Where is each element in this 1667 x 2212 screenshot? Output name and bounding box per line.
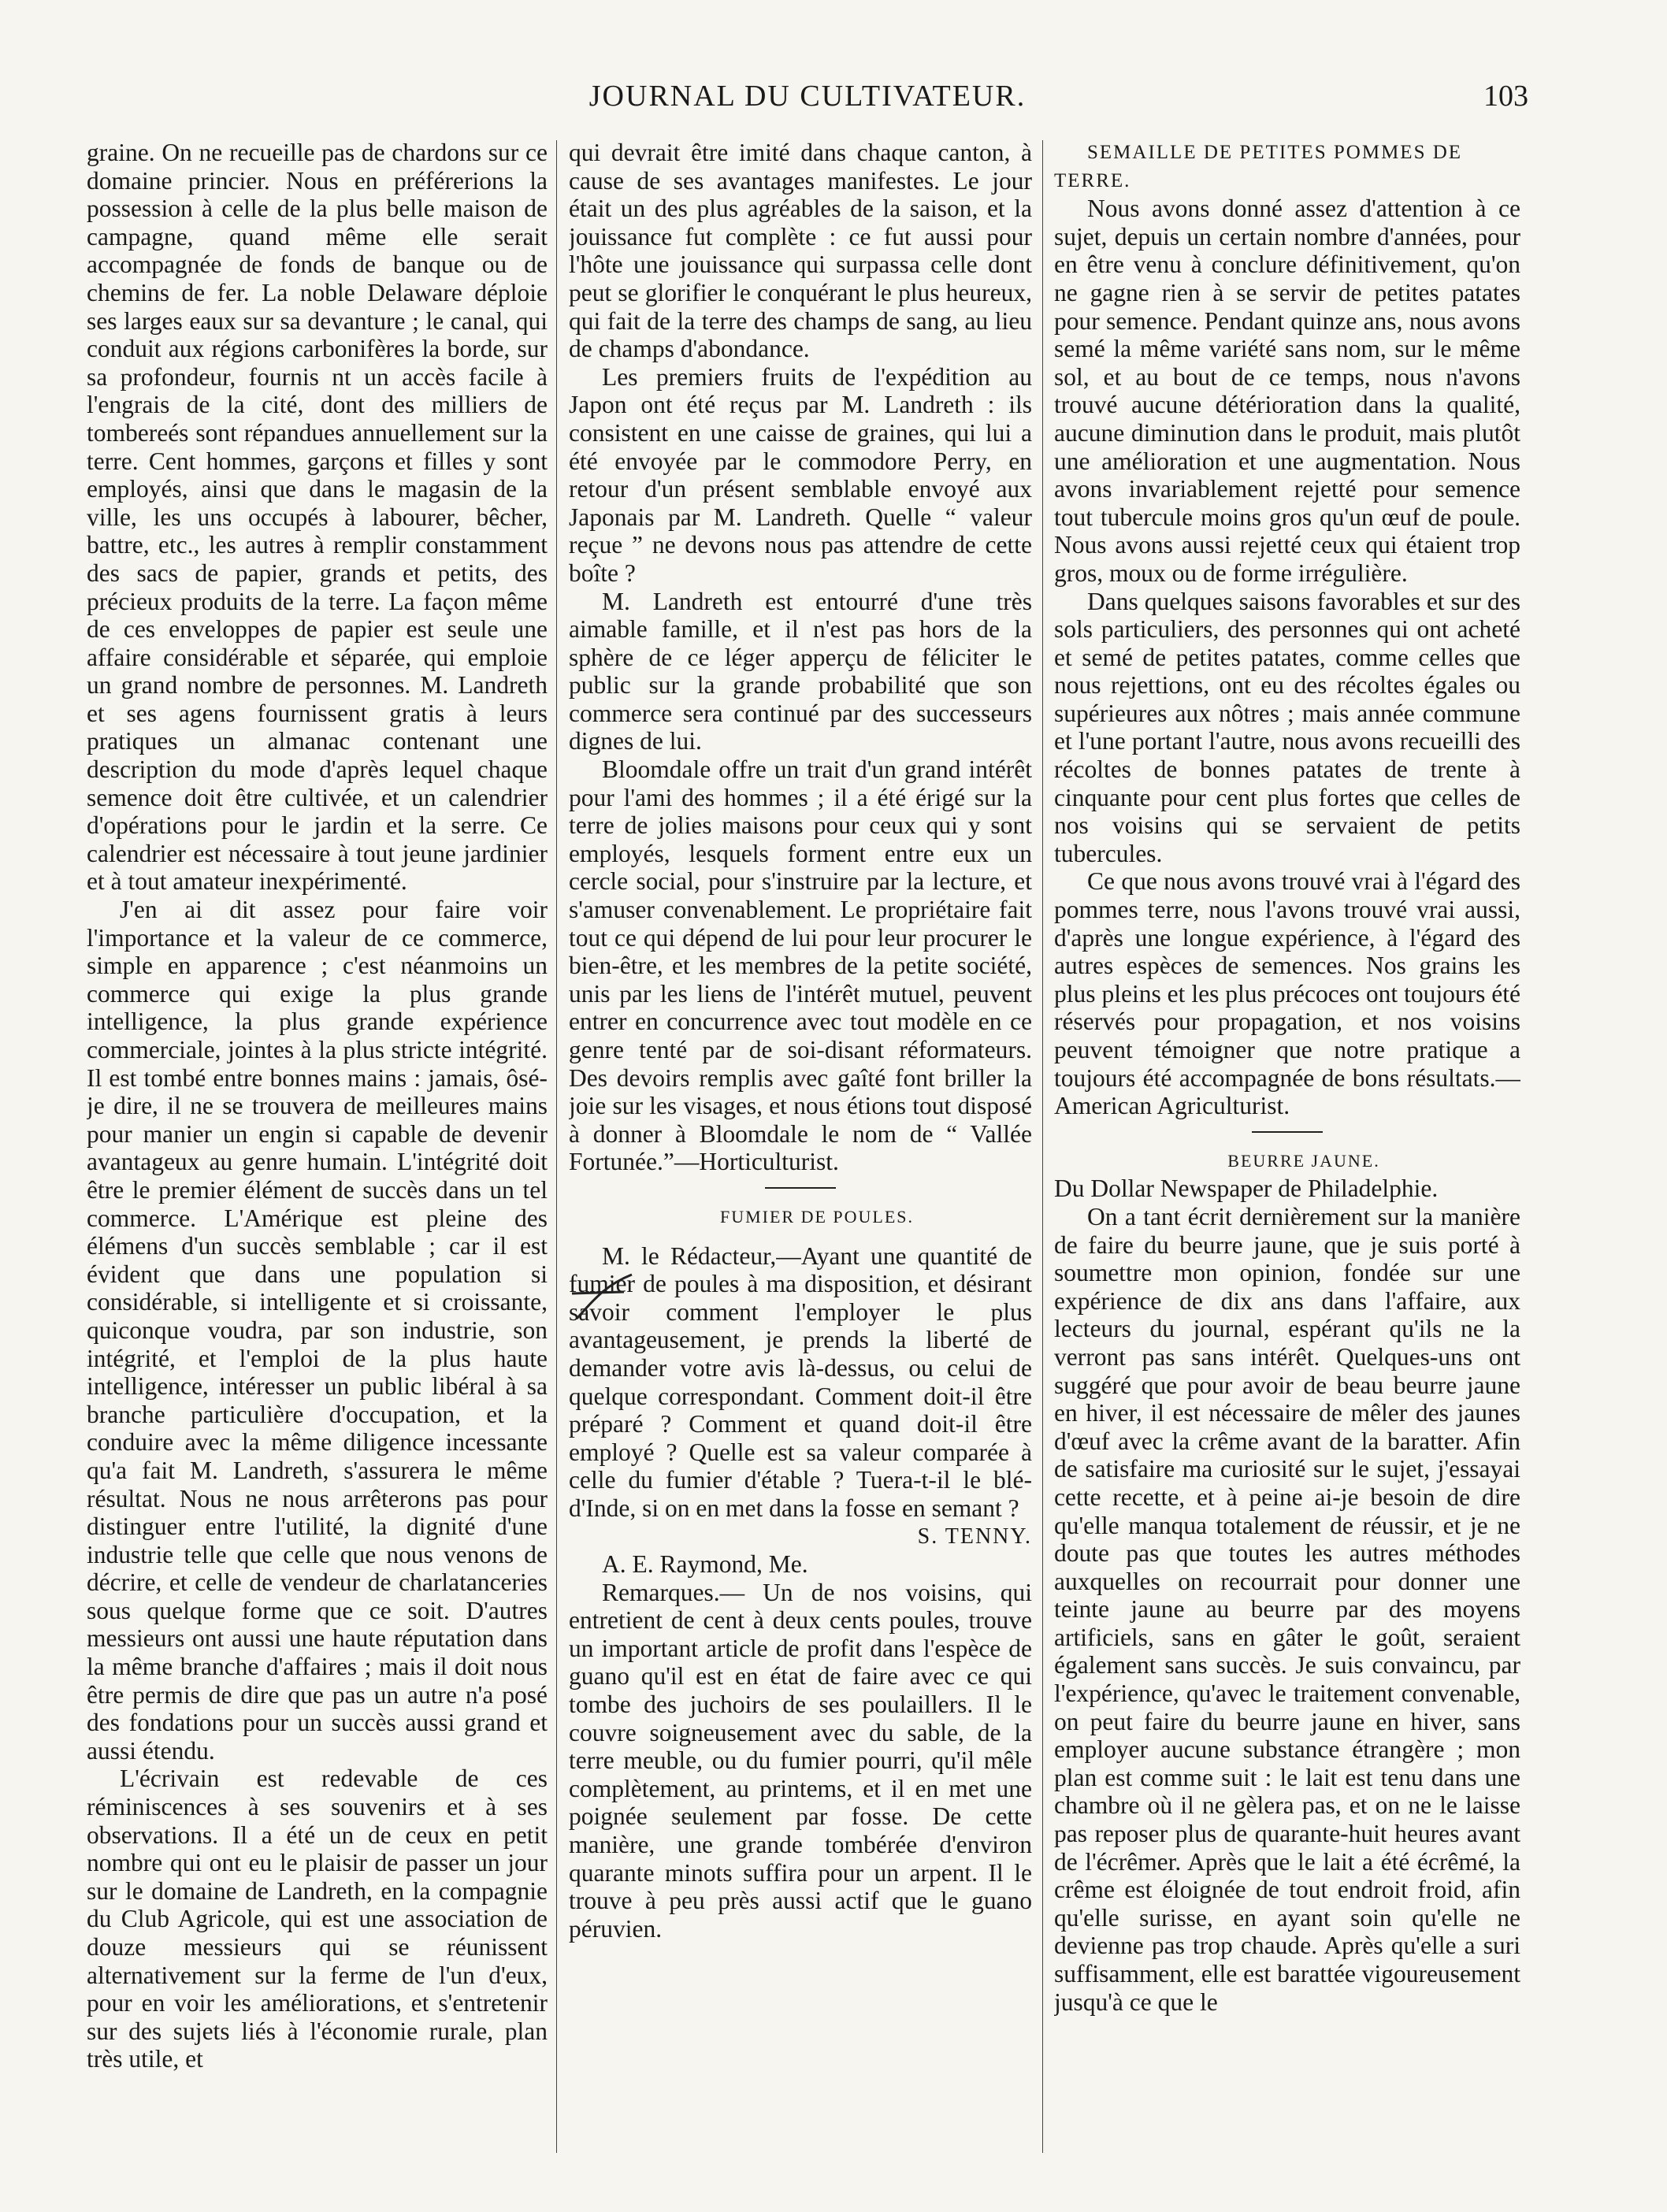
section-title-semaille: SEMAILLE DE PETITES POMMES DE TERRE.	[1054, 142, 1463, 191]
paragraph: Remarques.— Un de nos voisins, qui entretient de cent à deux cents poules, trouve un important article de profit dans l'espèce de guano qu'il est en état de faire avec ce qui tombe des juchoirs de ses poulaillers. Il le couvre soigneusement avec du sable, de la terre meuble, ou du fumier pourri, qu'il mêle complètement, au printems, et il en met une poignée seulement par fosse. De cette manière, une grande tombérée d'environ quarante minots suffira pour un arpent. Il le trouve à peu près aussi actif que le guano péruvien.	[569, 1578, 1032, 1943]
paragraph: Bloomdale offre un trait d'un grand intérêt pour l'ami des hommes ; il a été érigé sur la terre de jolies maisons pour ceux qui y sont employés, lesquels forment entre eux un cercle social, pour s'instruire par la lecture, et s'amuser convenablement. Le propriétaire fait tout ce qui dépend de lui pour leur procurer le bien-être, et les membres de la petite société, unis par les liens de l'intérêt mutuel, peuvent entrer en concurrence avec tout modèle en ce genre tenté par de soi-disant réformateurs. Des devoirs remplis avec gaîté font briller la joie sur les visages, et nous étions tout disposé à donner à Bloomdale le nom de “ Vallée Fortunée.”—Horticulturist.	[569, 755, 1032, 1176]
paragraph: graine. On ne recueille pas de chardons sur ce domaine princier. Nous en préférerions la possession à celle de la plus belle maison de campagne, quand même elle serait accompagnée de fonds de banque ou de chemins de fer. La noble Delaware déploie ses larges eaux sur sa devanture ; le canal, qui conduit aux régions carbonifères la borde, sur sa profondeur, fournis nt un accès facile à l'engrais de la cité, dont des milliers de tombereés sont répandues annuellement sur la terre. Cent hommes, garçons et filles y sont employés, ainsi que dans le magasin de la ville, les uns occupés à labourer, bêcher, battre, etc., les autres à remplir constamment des sacs de papier, grands et petits, des précieux produits de la terre. La façon même de ces enveloppes de papier est seule une affaire considérable et séparée, qui emploie un grand nombre de personnes. M. Landreth et ses agens fournissent gratis à leurs pratiques un almanac contenant une description du mode d'après lequel chaque semence doit être cultivée, et un calendrier d'opérations pour le jardin et la serre. Ce calendrier est nécessaire à tout jeune jardinier et à tout amateur inexpérimenté.	[87, 139, 548, 896]
paragraph: Dans quelques saisons favorables et sur des sols particuliers, des personnes qui ont acheté et semé de petites patates, comme celles que nous rejettions, ont eu des récoltes égales ou supérieures aux nôtres ; mais année commune et l'une portant l'autre, nous avons recueilli des récoltes de bonnes patates de trente à cinquante pour cent plus fortes que celles de nos voisins qui se servaient de petits tubercules.	[1054, 587, 1520, 867]
paragraph: Ce que nous avons trouvé vrai à l'égard des pommes terre, nous l'avons trouvé vrai aussi, d'après une longue expérience, à l'égard des autres espèces de semences. Nos grains les plus pleins et les plus précoces ont toujours été réservés pour propagation, et nos voisins peuvent témoigner que notre pratique a toujours été accompagnée de bons résultats.— American Agriculturist.	[1054, 867, 1520, 1120]
running-title: JOURNAL DU CULTIVATEUR.	[588, 80, 1027, 113]
place-line: A. E. Raymond, Me.	[602, 1550, 808, 1579]
signature: S. TENNY.	[917, 1524, 1032, 1549]
column-3	[1054, 139, 1520, 2155]
paragraph: L'écrivain est redevable de ces réminiscences à ses souvenirs et à ses observations. Il a été un de ceux en petit nombre qui ont eu le plaisir de passer un jour sur le domaine de Landreth, en la compagnie du Club Agricole, qui est une association de douze messieurs qui se réunissent alternativement sur la ferme de l'un d'eux, pour en voir les améliorations, et s'entretenir sur des sujets liés à l'économie rurale, plan très utile, et	[87, 1765, 548, 2073]
section-title-beurre: BEURRE JAUNE.	[1227, 1150, 1380, 1171]
section-title-fumier: FUMIER DE POULES.	[719, 1206, 915, 1227]
section-separator	[765, 1187, 836, 1189]
page-number: 103	[1483, 80, 1528, 113]
paragraph: On a tant écrit dernièrement sur la manière de faire du beurre jaune, que je suis porté à soumettre mon opinion, fondée sur une expérience de dix ans dans l'affaire, aux lecteurs du journal, espérant qu'ils ne la verront pas sans intérêt. Quelques-uns ont suggéré que pour avoir de beau beurre jaune en hiver, il est nécessaire de mêler des jaunes d'œuf avec la crême avant de la baratter. Afin de satisfaire ma curiosité sur le sujet, j'essayai cette recette, et à peine ai-je besoin de dire qu'elle manqua totalement de réussir, et je ne doute pas que toutes les autres méthodes auxquelles on recourrait pour donner une teinte jaune au beurre par des moyens artificiels, sans en gâter le goût, seraient également sans succès. Je suis convaincu, par l'expérience, qu'avec le traitement convenable, on peut faire du beurre jaune en hiver, sans employer aucune substance étrangère ; mon plan est comme suit : le lait est tenu dans une chambre où il ne gèlera pas, et on ne le laisse pas reposer plus de quarante-huit heures avant de l'écrêmer. Après que le lait a été écrêmé, la crême est éloignée de tout endroit froid, afin qu'elle surisse, en ayant soin qu'elle ne devienne pas trop chaude. Après qu'elle a suri suffisamment, elle est barattée vigoureusement jusqu'à ce que le	[1054, 1202, 1520, 2016]
section-separator	[1252, 1131, 1323, 1133]
paragraph: M. Landreth est entourré d'une très aimable famille, et il n'est pas hors de la sphère de ce léger apperçu de féliciter le public sur la grande probabilité que son commerce sera continué par des successeurs dignes de lui.	[569, 587, 1032, 755]
paragraph: Les premiers fruits de l'expédition au Japon ont été reçus par M. Landreth : ils consistent en une caisse de graines, qui lui a été envoyée par le commodore Perry, en retour d'un présent semblable envoyé aux Japonais par M. Landreth. Quelle “ valeur reçue ” ne devons nous pas attendre de cette boîte ?	[569, 362, 1032, 587]
column-2	[569, 139, 1032, 2155]
page-header	[87, 79, 1528, 126]
source-line: Du Dollar Newspaper de Philadelphie.	[1054, 1175, 1439, 1203]
paragraph: qui devrait être imité dans chaque canton, à cause de ses avantages manifestes. Le jour était un des plus agréables de la saison, et la jouissance fut complète : ce fut aussi pour l'hôte une jouissance qui surpassa celle dont peut se glorifier le conquérant le plus heureux, qui fait de la terre des champs de sang, au lieu de champs d'abondance.	[569, 139, 1032, 363]
column-rule-right	[1042, 140, 1043, 2153]
paragraph: Nous avons donné assez d'attention à ce sujet, depuis un certain nombre d'années, pour en être venu à conclure définitivement, qu'on ne gagne rien à se servir de petites patates pour semence. Pendant quinze ans, nous avons semé la même variété sans nom, sur le même sol, et au bout de ce temps, nous n'avons trouvé aucune détérioration dans la qualité, aucune diminution dans le produit, mais plutôt une amélioration et une augmentation. Nous avons invariablement rejetté pour semence tout tubercule moins gros qu'un œuf de poule. Nous avons aussi rejetté ceux qui étaient trop gros, moux ou de forme irrégulière.	[1054, 195, 1520, 587]
handwritten-mark-icon	[569, 1270, 640, 1325]
paragraph: J'en ai dit assez pour faire voir l'importance et la valeur de ce commerce, simple en apparence ; c'est néanmoins un commerce qui exige la plus grande intelligence, la plus grande expérience commerciale, jointes à la plus stricte intégrité. Il est tombé entre bonnes mains : jamais, ôsé-je dire, il ne se trouvera de meilleures mains pour manier un engin si capable de devenir avantageux au genre humain. L'intégrité doit être le premier élément de succès dans un tel commerce. L'Amérique est pleine des élémens d'un succès semblable ; car il est évident que dans une population si considérable, si intelligente et si croissante, quiconque voudra, par son industrie, son intégrité, et l'emploi de la plus haute intelligence, intéresser un public libéral à sa branche particulière d'occupation, et la conduire avec la même diligence incessante qu'a fait M. Landreth, s'assurera le même résultat. Nous ne nous arrêterons pas pour distinguer entre l'utilité, la dignité d'une industrie telle que celle que nous venons de décrire, et celle de vendeur de charlatanceries sous quelque forme que ce soit. D'autres messieurs ont aussi une haute réputation dans la même branche d'affaires ; mais il doit nous être permis de dire que pas un autre n'a posé des fondations pour un succès aussi grand et aussi étendu.	[87, 896, 548, 1765]
column-1	[87, 139, 548, 2155]
column-rule-left	[556, 140, 557, 2153]
paragraph: M. le Rédacteur,—Ayant une quantité de fumier de poules à ma disposition, et désirant savoir comment l'employer le plus avantageusement, je prends la liberté de demander votre avis là-dessus, ou celui de quelque correspondant. Comment doit-il être préparé ? Comment et quand doit-il être employé ? Quelle est sa valeur comparée à celle du fumier d'étable ? Tuera-t-il le blé-d'Inde, si on en met dans la fosse en semant ?	[569, 1241, 1032, 1522]
